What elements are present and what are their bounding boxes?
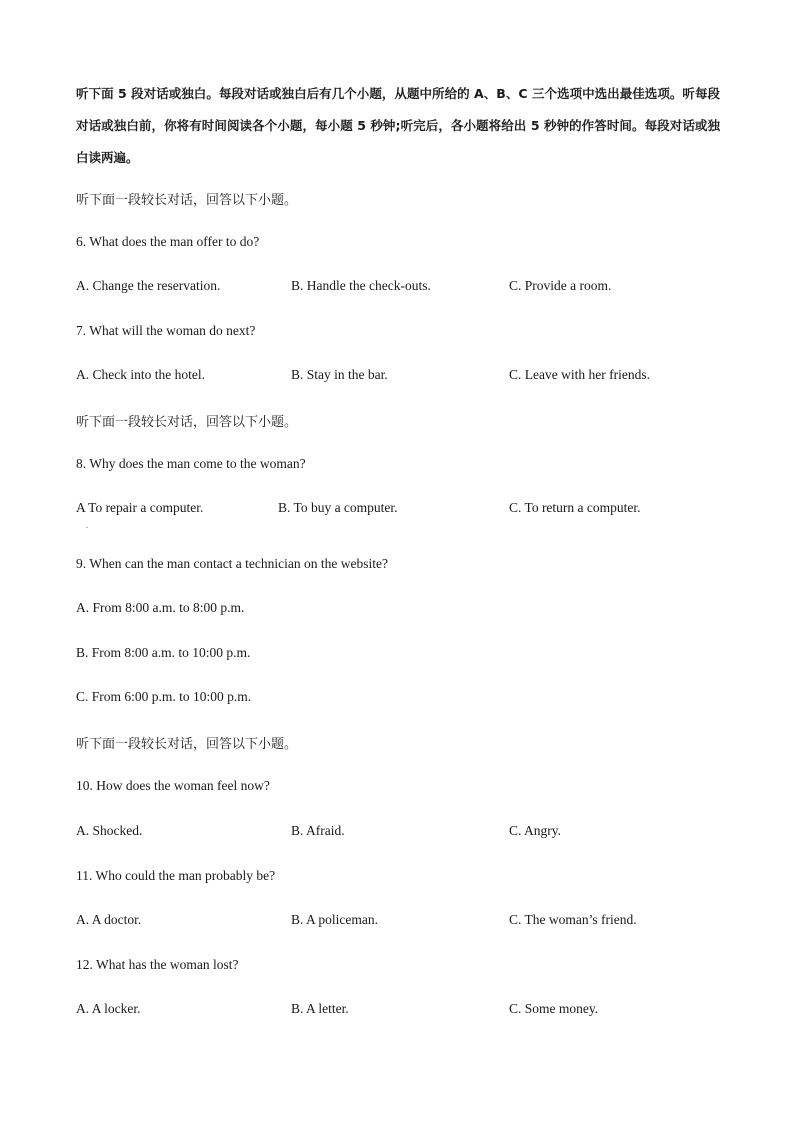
question-6: 6. What does the man offer to do? (76, 234, 260, 249)
question-7: 7. What will the woman do next? (76, 323, 256, 338)
options-row (76, 823, 736, 843)
option-a: A. Check into the hotel. (76, 367, 205, 382)
option-a: A. Change the reservation. (76, 278, 221, 293)
option-b: B. Stay in the bar. (291, 367, 388, 382)
option-c: C. Provide a room. (509, 278, 612, 293)
options-row (76, 367, 736, 387)
option-c: C. Some money. (509, 1001, 599, 1016)
option-a: A. A locker. (76, 1001, 141, 1016)
options-row (76, 912, 736, 932)
option-a: A. From 8:00 a.m. to 8:00 p.m. (76, 600, 245, 615)
question-12: 12. What has the woman lost? (76, 957, 239, 972)
option-c: C. From 6:00 p.m. to 10:00 p.m. (76, 689, 252, 704)
option-b: B. A policeman. (291, 912, 378, 927)
option-a: A. A doctor. (76, 912, 142, 927)
option-b: B. From 8:00 a.m. to 10:00 p.m. (76, 645, 251, 660)
options-row (76, 278, 736, 298)
option-b: B. Handle the check-outs. (291, 278, 431, 293)
section-prompt: 听下面一段较长对话，回答以下小题。 (76, 193, 298, 208)
section-instructions: 听下面 5 段对话或独白。每段对话或独白后有几个小题，从题中所给的 A、B、C 三个选项中选出最佳选项。听每段对话或独白前，你将有时间阅读各个小题，每小题 5 秒钟;听完后，各小题将给出 5 秒钟的作答时间。每段对话或独白读两遍。 (76, 86, 720, 165)
section-prompt: 听下面一段较长对话，回答以下小题。 (76, 737, 298, 752)
option-b: B. To buy a computer. (278, 500, 398, 515)
question-9: 9. When can the man contact a technician on the website? (76, 556, 388, 571)
option-c: C. To return a computer. (509, 500, 641, 515)
option-b: B. Afraid. (291, 823, 345, 838)
section-prompt: 听下面一段较长对话，回答以下小题。 (76, 415, 298, 430)
option-a: A. Shocked. (76, 823, 143, 838)
question-10: 10. How does the woman feel now? (76, 778, 270, 793)
question-8: 8. Why does the man come to the woman? (76, 456, 306, 471)
option-a: A To repair a computer. (76, 500, 204, 515)
question-11: 11. Who could the man probably be? (76, 868, 276, 883)
options-row (76, 1001, 736, 1021)
option-b: B. A letter. (291, 1001, 349, 1016)
option-c: C. The woman’s friend. (509, 912, 637, 927)
option-c: C. Leave with her friends. (509, 367, 650, 382)
option-c: C. Angry. (509, 823, 562, 838)
stray-mark: . (86, 521, 88, 530)
options-row (76, 500, 736, 520)
